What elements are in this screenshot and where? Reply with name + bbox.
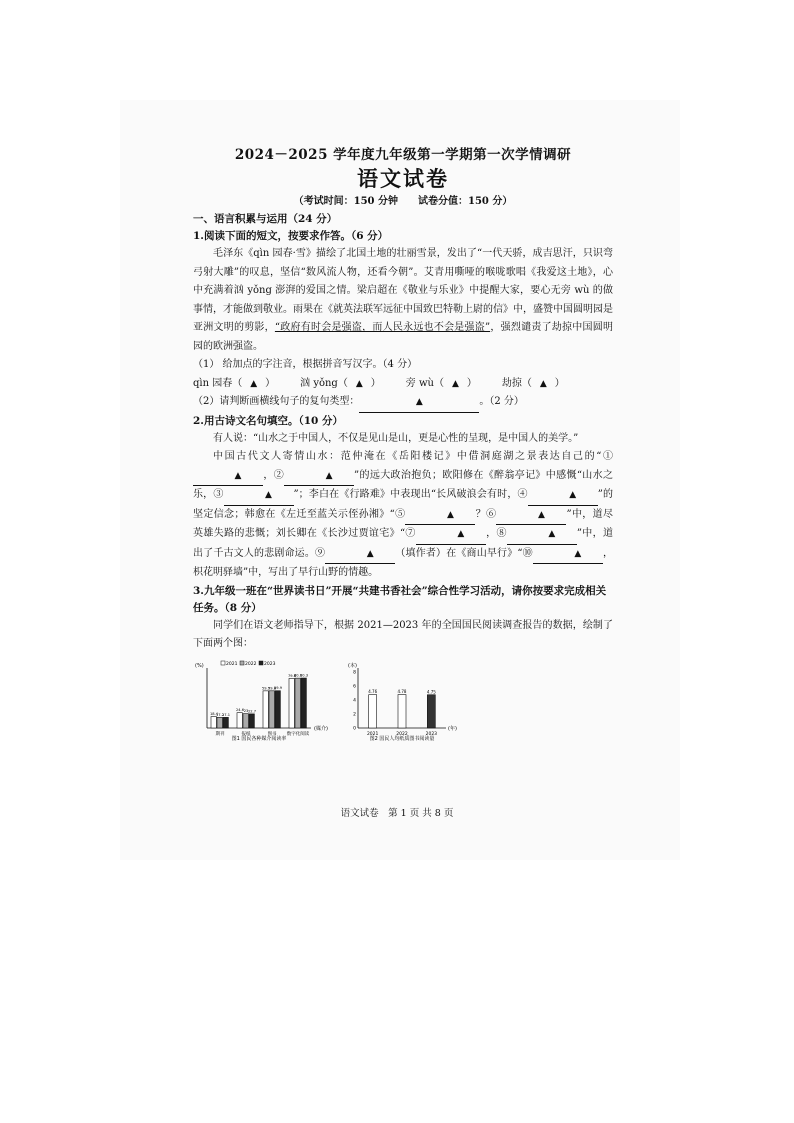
exam-title: 2024－2025 学年度九年级第一学期第一次学情调研 — [234, 147, 572, 163]
data-label: 23 — [243, 708, 249, 713]
passage-text-a: 毛泽东《qìn 园春·雪》描绘了北国土地的壮丽雪景，发出了“一代天骄，成吉思汗，只识弯弓射大雕”的叹息，坚信“数风流人物，还看今朝”。艾青用嘶哑的喉咙歌唱《我爱这土地》，心中充满着汹 yǒng 澎湃的爱国之情。梁启超在《敬业与乐业》中提醒大家，要心无旁 wù 的做事情，才能做到敬业。雨果在《就英法联军远征中国致巴特勒上尉的信》中，盛赞中国圆明园是亚洲文明的剪影， — [193, 248, 613, 333]
bar — [398, 694, 406, 727]
bar — [301, 678, 306, 728]
question-3-title: 3.九年级一班在“世界读书日”开展“共建书香社会”综合性学习活动，请你按要求完成相关任务。（8 分） — [193, 584, 607, 614]
category-label: 数字化阅读 — [286, 731, 310, 737]
y-tick-label: 4 — [353, 698, 356, 703]
fill-item-label: 劫掠（ — [501, 377, 532, 389]
question-text-segment: ？⑥ — [475, 508, 497, 520]
bar — [269, 690, 274, 727]
question-text-segment: ”的坚定信念；韩愈在《左迁至蓝关示侄孙湘》“⑤ — [193, 489, 613, 520]
page-footer: 语文试卷 第 1 页 共 8 页 — [340, 808, 454, 819]
bar — [249, 713, 254, 727]
bar — [295, 678, 300, 728]
bar — [263, 690, 268, 727]
fill-item-end: ） — [265, 377, 271, 389]
y-tick-label: 6 — [353, 684, 356, 689]
question-text-segment: 中国古代文人寄情山水：范仲淹在《岳阳楼记》中借洞庭湖之景表达自己的“① — [213, 451, 613, 462]
sub2-score: 。（2 分） — [479, 396, 524, 407]
data-label: 24.6 — [235, 707, 245, 712]
question-text-segment: ”；李白在《行路难》中表现出“长风破浪会有时，④ — [293, 489, 528, 500]
question-2-title: 2.用古诗文名句填空。（10 分） — [193, 414, 343, 427]
bar — [369, 694, 377, 727]
bar — [275, 690, 280, 727]
data-label: 59.7 — [261, 685, 271, 690]
x-axis-label: (媒介) — [314, 725, 328, 732]
bar — [289, 678, 294, 728]
category-label: 图书 — [267, 731, 277, 737]
passage-text-b: ，强烈谴责了劫掠中国圆明园的欧洲强盗。 — [193, 322, 613, 352]
legend-swatch — [221, 661, 225, 665]
answer-marker: ▲ — [415, 397, 423, 407]
underlined-sentence: “政府有时会是强盗，而人民永远也不会是强盗” — [274, 322, 491, 333]
section-title: 一、语言积累与运用（24 分） — [193, 213, 338, 225]
question-2-quote: 有人说：“山水之于中国人，不仅是见山是山，更是心性的呈现，是中国人的美学。” — [213, 432, 579, 444]
question-1-passage — [193, 245, 613, 356]
answer-blank[interactable]: ▲ — [507, 525, 577, 545]
exam-info: （考试时间：150 分钟 试卷分值：150 分） — [293, 196, 513, 207]
data-label: 18.4 — [209, 711, 219, 716]
y-axis-label: (%) — [195, 662, 204, 669]
answer-blank[interactable]: ▲ — [284, 467, 354, 487]
data-label: 4.78 — [397, 688, 407, 694]
answer-blank[interactable]: ▲ — [193, 467, 263, 487]
answer-blank[interactable]: ▲ — [405, 506, 475, 526]
answer-blank[interactable]: ▲ — [416, 525, 486, 545]
answer-blank[interactable] — [359, 393, 479, 413]
paper-book-chart — [346, 658, 471, 744]
answer-blank[interactable]: ▲ — [496, 506, 566, 526]
bar — [243, 713, 248, 727]
bar — [427, 694, 435, 727]
data-label: 4.76 — [368, 688, 378, 694]
data-label: 59.9 — [273, 685, 283, 690]
data-label: 4.75 — [426, 688, 436, 694]
bar — [211, 716, 216, 727]
question-text-segment: ”的远大政治抱负；欧阳修在《醉翁亭记》中感慨“山水之乐，③ — [193, 469, 613, 500]
question-3-intro: 同学们在语文老师指导下，根据 2021—2023 年的全国国民阅读调查报告的数据，绘制了下面两个图： — [193, 619, 613, 649]
question-text-segment: ，⑧ — [485, 528, 507, 539]
category-label: 报纸 — [241, 731, 251, 737]
fill-item-label: 汹 yǒng（ — [300, 377, 348, 389]
data-label: 80.1 — [293, 673, 303, 678]
answer-blank[interactable]: ▲ — [325, 545, 395, 565]
y-tick-label: 0 — [353, 726, 356, 731]
data-label: 79.6 — [287, 673, 297, 678]
fill-item-label: 旁 wù（ — [405, 377, 444, 389]
chart-title: 图2 国民人均纸质图书阅读量 — [369, 735, 435, 742]
category-label: 2023 — [425, 731, 438, 737]
legend-swatch — [240, 661, 244, 665]
data-label: 80.3 — [299, 673, 309, 678]
fill-item-end: ） — [466, 377, 472, 389]
data-label: 17.2 — [215, 712, 225, 717]
bar — [217, 717, 222, 728]
question-text-segment: ”中，道出了千古文人的悲剧命运。⑨ — [193, 528, 613, 559]
legend-label: 2023 — [264, 661, 276, 667]
answer-marker[interactable]: ▲ — [250, 378, 258, 389]
exam-content — [193, 146, 613, 748]
answer-blank[interactable]: ▲ — [533, 545, 603, 565]
question-text-segment: （填作者）在《商山早行》“⑩ — [395, 547, 533, 559]
data-label: 59.8 — [267, 685, 277, 690]
question-2-fill-text — [193, 448, 613, 583]
x-axis-label: (年) — [448, 725, 457, 732]
answer-marker[interactable]: ▲ — [539, 378, 547, 389]
question-text-segment: ，枳花明驿墙”中，写出了早行山野的情趣。 — [193, 547, 613, 578]
question-text-segment: ，② — [263, 469, 285, 481]
fill-in-row — [193, 375, 613, 394]
data-label: 17.1 — [221, 712, 231, 717]
sub2-label: （2）请判断画横线句子的复句类型： — [193, 396, 360, 407]
answer-marker[interactable]: ▲ — [451, 378, 459, 389]
answer-blank[interactable]: ▲ — [224, 486, 294, 506]
question-1-sub1: （1） 给加点的字注音，根据拼音写汉字。（4 分） — [193, 359, 418, 370]
chart-title: 图1 国民各种媒介阅读率 — [231, 735, 287, 742]
fill-item-end: ） — [370, 377, 376, 389]
answer-blank[interactable]: ▲ — [528, 486, 598, 506]
y-tick-label: 2 — [353, 712, 356, 717]
bar — [237, 712, 242, 727]
category-label: 期刊 — [215, 731, 225, 737]
bar — [223, 717, 228, 728]
legend-label: 2022 — [245, 661, 257, 667]
data-label: 22.7 — [247, 708, 257, 713]
fill-item-label: qìn 园春（ — [193, 377, 243, 389]
question-1-title: 1.阅读下面的短文，按要求作答。（6 分） — [193, 230, 389, 242]
legend-swatch — [259, 661, 263, 665]
fill-item-end: ） — [554, 377, 565, 389]
category-label: 2021 — [366, 731, 379, 737]
category-label: 2022 — [396, 731, 408, 737]
charts-area — [193, 658, 613, 748]
subject-title: 语文试卷 — [357, 166, 449, 191]
question-1-sub2 — [193, 393, 613, 413]
legend-label: 2021 — [226, 661, 238, 667]
question-text-segment: ”中，道尽英雄失路的悲慨；刘长卿在《长沙过贾谊宅》“⑦ — [193, 508, 613, 539]
y-tick-label: 8 — [353, 670, 356, 675]
y-axis-label: (本) — [348, 662, 357, 669]
answer-marker[interactable]: ▲ — [355, 378, 363, 389]
